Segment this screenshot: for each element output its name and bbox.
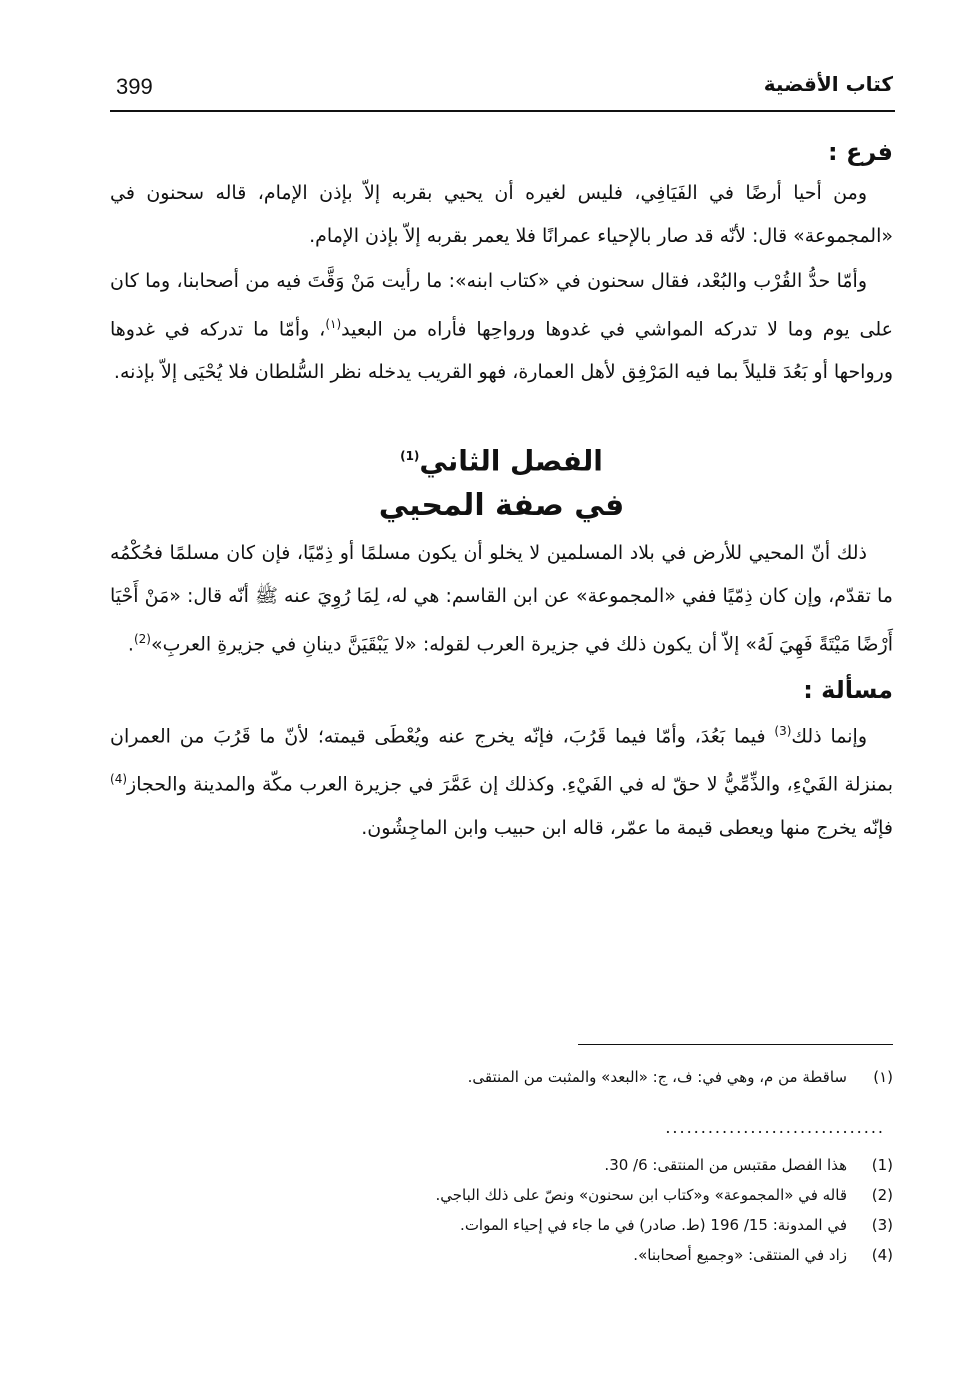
footnote-text: في المدونة: 15/ 196 (ط. صادر) في ما جاء في إحياء الموات. [460,1216,847,1234]
footnote-ref: (4) [110,772,128,787]
footnote [110,1240,893,1270]
section-heading-far: فرع : [828,138,893,166]
section-heading-masala: مسألة : [803,675,893,704]
footnote-text: زاد في المنتقى: «وجميع أصحابنا». [633,1246,847,1264]
footnote-number: (4) [871,1246,893,1264]
footnote [110,1150,893,1180]
footnotes-references [110,1150,893,1270]
paragraph-text: فإنّه يخرج منها ويعطى قيمة ما عمّر، قاله ابن حبيب وابن الماجِشُون. [361,816,893,839]
footnote-text: قاله في «المجموعة» و«كتاب ابن سحنون» ونصّ على ذلك الباجي. [435,1186,847,1204]
footnote-text: ساقطة من م، وهي في: ف، ج: «البعد» والمثبت من المنتقى. [467,1068,847,1086]
footnote-ref: (3) [774,723,792,738]
running-title: كتاب الأقضية [763,72,893,96]
footnote-number: (1) [871,1156,893,1174]
footnote-text: هذا الفصل مقتبس من المنتقى: 6/ 30. [604,1156,847,1174]
paragraph-text: فيما بَعُدَ، وأمّا فيما قَرُبَ، فإنّه يخرج عنه ويُعْطَى قيمته؛ لأنّ ما قَرُبَ من العمران بمنزلة الفَيْءِ، والذِّمِّيُّ لا حقّ له في الفَيْءِ. وكذلك إن عَمَّرَ في جزيرة العرب مكّة والمدينة والحجاز [110,725,893,796]
paragraph: ومن أحيا أرضًا في الفَيَافِي، فليس لغيره أن يحيي بقربه إلاّ بإذن الإمام، قاله سحنون في «المجموعة» قال: لأنّه قد صار بالإحياء عمرانًا فلا يعمر بقربه إلاّ بإذن الإمام. [110,182,893,247]
footnote-separator: ............................... [665,1118,885,1137]
paragraph-text: . [127,632,134,655]
footnote-number: (2) [871,1186,893,1204]
page-number: 399 [116,74,153,99]
chapter-heading [110,434,893,527]
footnote-ref: (١) [325,317,342,331]
paragraph-text: وإنما ذلك [791,725,867,748]
footnote-ref: (1) [400,449,420,464]
footnote-rule [578,1044,893,1045]
footnote-number: (١) [873,1068,893,1086]
chapter-subtitle: في صفة المحيي [378,487,625,523]
chapter-title [110,434,893,483]
footnote-ref: (2) [133,631,151,646]
header-rule [110,110,895,112]
footnote [110,1062,893,1092]
paragraph-text: وأمّا حدُّ القُرْب والبُعْد، فقال سحنون في «كتاب ابنه»: ما رأيت مَنْ وَقَّتَ فيه من أصحابنا، وما كان على يوم وما لا تدركه المواشي في غدوها ورواحِها فأراه من البعيد [110,270,893,341]
footnote [110,1210,893,1240]
main-text [110,128,893,852]
footnotes-manuscript [110,1062,893,1092]
footnote-number: (3) [871,1216,893,1234]
paragraph-text: ، وأمّا ما تدركه في غدوها ورواحها أو بَعُدَ قليلاً بما فيه المَرْفِق لأهل العمارة، فهو القريب يدخله نظر السُّلطان فلا يُحْيَى إلاّ بإذنه. [110,318,893,384]
paragraph [110,260,893,394]
paragraph-text: ذلك أنّ المحيي للأرض في بلاد المسلمين لا يخلو أن يكون مسلمًا أو ذِمّيًا، فإن كان مسلمًا فحُكْمُه ما تقدّم، وإن كان ذِمّيًا ففي «المجموعة» عن ابن القاسم: هي له، لِمَا رُوِيَ عنه ﷺ أنّه قال: «مَنْ أَحْيَا أَرْضًا مَيْتَةً فَهِيَ لَهُ» إلاّ أن يكون ذلك في جزيرة العرب لقوله: «لا يَبْقَيَنَّ دينانِ في جزيرةِ العربِ» [110,541,893,655]
page-header [110,68,893,108]
paragraph [110,710,893,850]
paragraph [110,532,893,666]
chapter-title-text: الفصل الثاني [419,444,603,478]
footnote [110,1180,893,1210]
